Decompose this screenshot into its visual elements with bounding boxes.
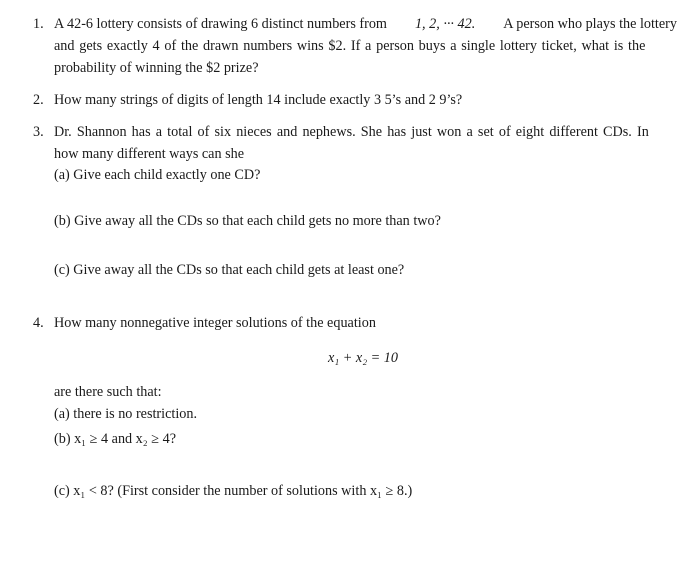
problem-1-line-3: probability of winning the $2 prize? <box>54 60 259 76</box>
problem-3-part-b: (b) Give away all the CDs so that each child gets no more than two? <box>54 213 441 229</box>
problem-2-line-1: How many strings of digits of length 14 include exactly 3 5’s and 2 9’s? <box>54 92 463 108</box>
problem-4-line-1: How many nonnegative integer solutions of the equation <box>54 315 376 331</box>
problem-1-text-a: A 42-6 lottery consists of drawing 6 distinct numbers from <box>54 16 387 32</box>
problem-1-number: 1. <box>33 16 44 32</box>
problem-3-part-c: (c) Give away all the CDs so that each child gets at least one? <box>54 262 405 278</box>
problem-1-number-range: 1, 2, ··· 42. <box>414 16 476 32</box>
problem-4-line-2: are there such that: <box>54 384 162 400</box>
problem-3-line-2: how many different ways can she <box>54 146 245 162</box>
problem-1-text-c: A person who plays the lottery <box>503 16 677 32</box>
problem-4-part-a: (a) there is no restriction. <box>54 406 198 422</box>
problem-4-part-b: (b) x₁ ≥ 4 and x₂ ≥ 4? <box>54 431 176 447</box>
problem-4-equation: x₁ + x₂ = 10 <box>328 350 398 366</box>
problem-2-number: 2. <box>33 92 44 108</box>
problem-1-line-2: and gets exactly 4 of the drawn numbers wins $2. If a person buys a single lottery ticket, what is the <box>54 38 646 54</box>
problem-1-line-1 <box>54 15 677 33</box>
problem-4-number: 4. <box>33 315 44 331</box>
problem-3-part-a: (a) Give each child exactly one CD? <box>54 167 261 183</box>
problem-3-line-1: Dr. Shannon has a total of six nieces and nephews. She has just won a set of eight different CDs. In <box>54 124 649 140</box>
problem-3-number: 3. <box>33 124 44 140</box>
problem-4-part-c: (c) x₁ < 8? (First consider the number of solutions with x₁ ≥ 8.) <box>54 483 413 499</box>
